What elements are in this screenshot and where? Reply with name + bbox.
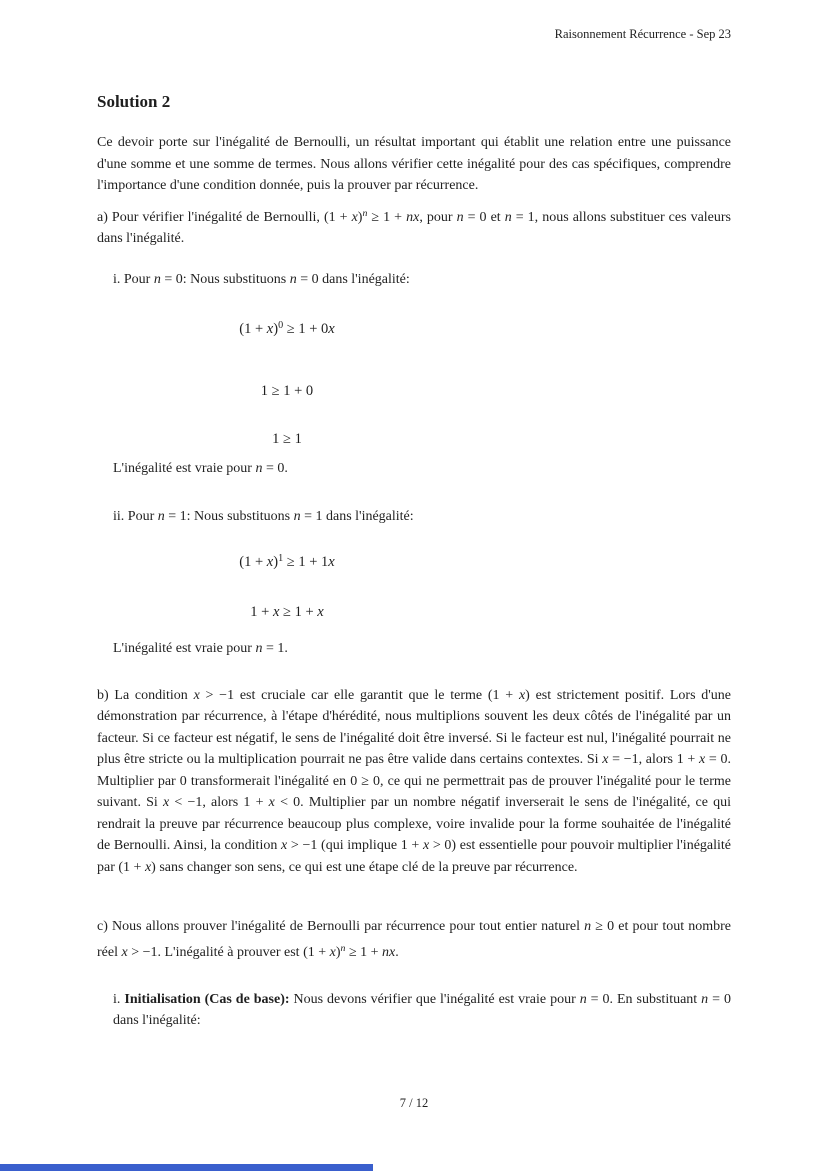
part-c-paragraph: c) Nous allons prouver l'inégalité de Bernoulli par récurrence pour tout entier naturel n ≥ 0 et pour tout nombre réel x > −1. L'inégalité à prouver est $(1 + x)^n \ge 1$ + nx. [97,919,732,960]
case-i-conclusion: L'inégalité est vraie pour n = 0. [113,460,288,476]
case-i-heading: i. Pour n = 0: Nous substituons n = 0 dans l'inégalité: [113,272,410,288]
section-title: Solution 2 [97,92,171,111]
intro-paragraph: Ce devoir porte sur l'inégalité de Bernoulli, un résultat important qui établit une relation entre une puissance d'une somme et une somme de termes. Nous allons vérifier cette inégalité pour des cas spécifiques, comprendre l'importance d'une condition donnée, puis la prouver par récurrence. [97,135,731,193]
page-number: 7 / 12 [399,1096,429,1110]
case-ii-heading: ii. Pour n = 1: Nous substituons n = 1 dans l'inégalité: [113,509,414,525]
equation-n0-step2: 1 ≥ 1 + 0 [260,382,314,399]
header-text: Raisonnement Récurrence - Sep 23 [554,27,731,41]
equation-n0-step3: 1 ≥ 1 [272,430,302,447]
bottom-progress-bar [0,1164,373,1171]
equation-n0-step1: $(1 + x)^0 \ge 1 + 0x$ [239,319,335,337]
part-a-paragraph: a) Pour vérifier l'inégalité de Bernoulli, $(1 + x)^n \ge 1$ + nx, pour n = 0 et n = 1, nous allons substituer ces valeurs dans l'inégalité. [97,207,731,246]
part-b-paragraph: b) La condition x > −1 est cruciale car elle garantit que le terme (1 + x) est strictement positif. Lors d'une démonstration par récurrence, à l'étape d'hérédité, nous multiplions souvent les deux côtés de l'inégalité par un facteur. Si ce facteur est négatif, le sens de l'inégalité doit être inversé. Si le facteur est nul, l'inégalité pourrait ne plus être stricte ou la multiplication pourrait ne pas être valide dans certains contextes. Si x = −1, alors 1 + x = 0. Multiplier par 0 transformerait l'inégalité en 0 ≥ 0, ce qui ne permettrait pas de prouver l'inégalité pour le terme suivant. Si x < −1, alors 1 + x < 0. Multiplier par un nombre négatif inverserait le sens de l'inégalité, ce qui rendrait la preuve par récurrence beaucoup plus complexe, voire invalide pour la forme souhaitée de l'inégalité de Bernoulli. Ainsi, la condition x > −1 (qui implique 1 + x > 0) est essentielle pour pouvoir multiplier l'inégalité par (1 + x) sans changer son sens, ce qui est une étape clé de la preuve par récurrence. [97,687,732,875]
page-content [0,91,828,1032]
initialisation-item: i. Initialisation (Cas de base): Nous devons vérifier que l'inégalité est vraie pour n = 0. En substituant n = 0 dans l'inégalité: [113,991,732,1029]
equation-n1-step1: $(1 + x)^1 \ge 1 + 1x$ [239,552,335,571]
running-header [97,26,731,42]
equation-n1-step2: 1 + x ≥ 1 + x [250,604,324,621]
case-ii-conclusion: L'inégalité est vraie pour n = 1. [113,641,288,657]
page-footer [0,1095,828,1111]
